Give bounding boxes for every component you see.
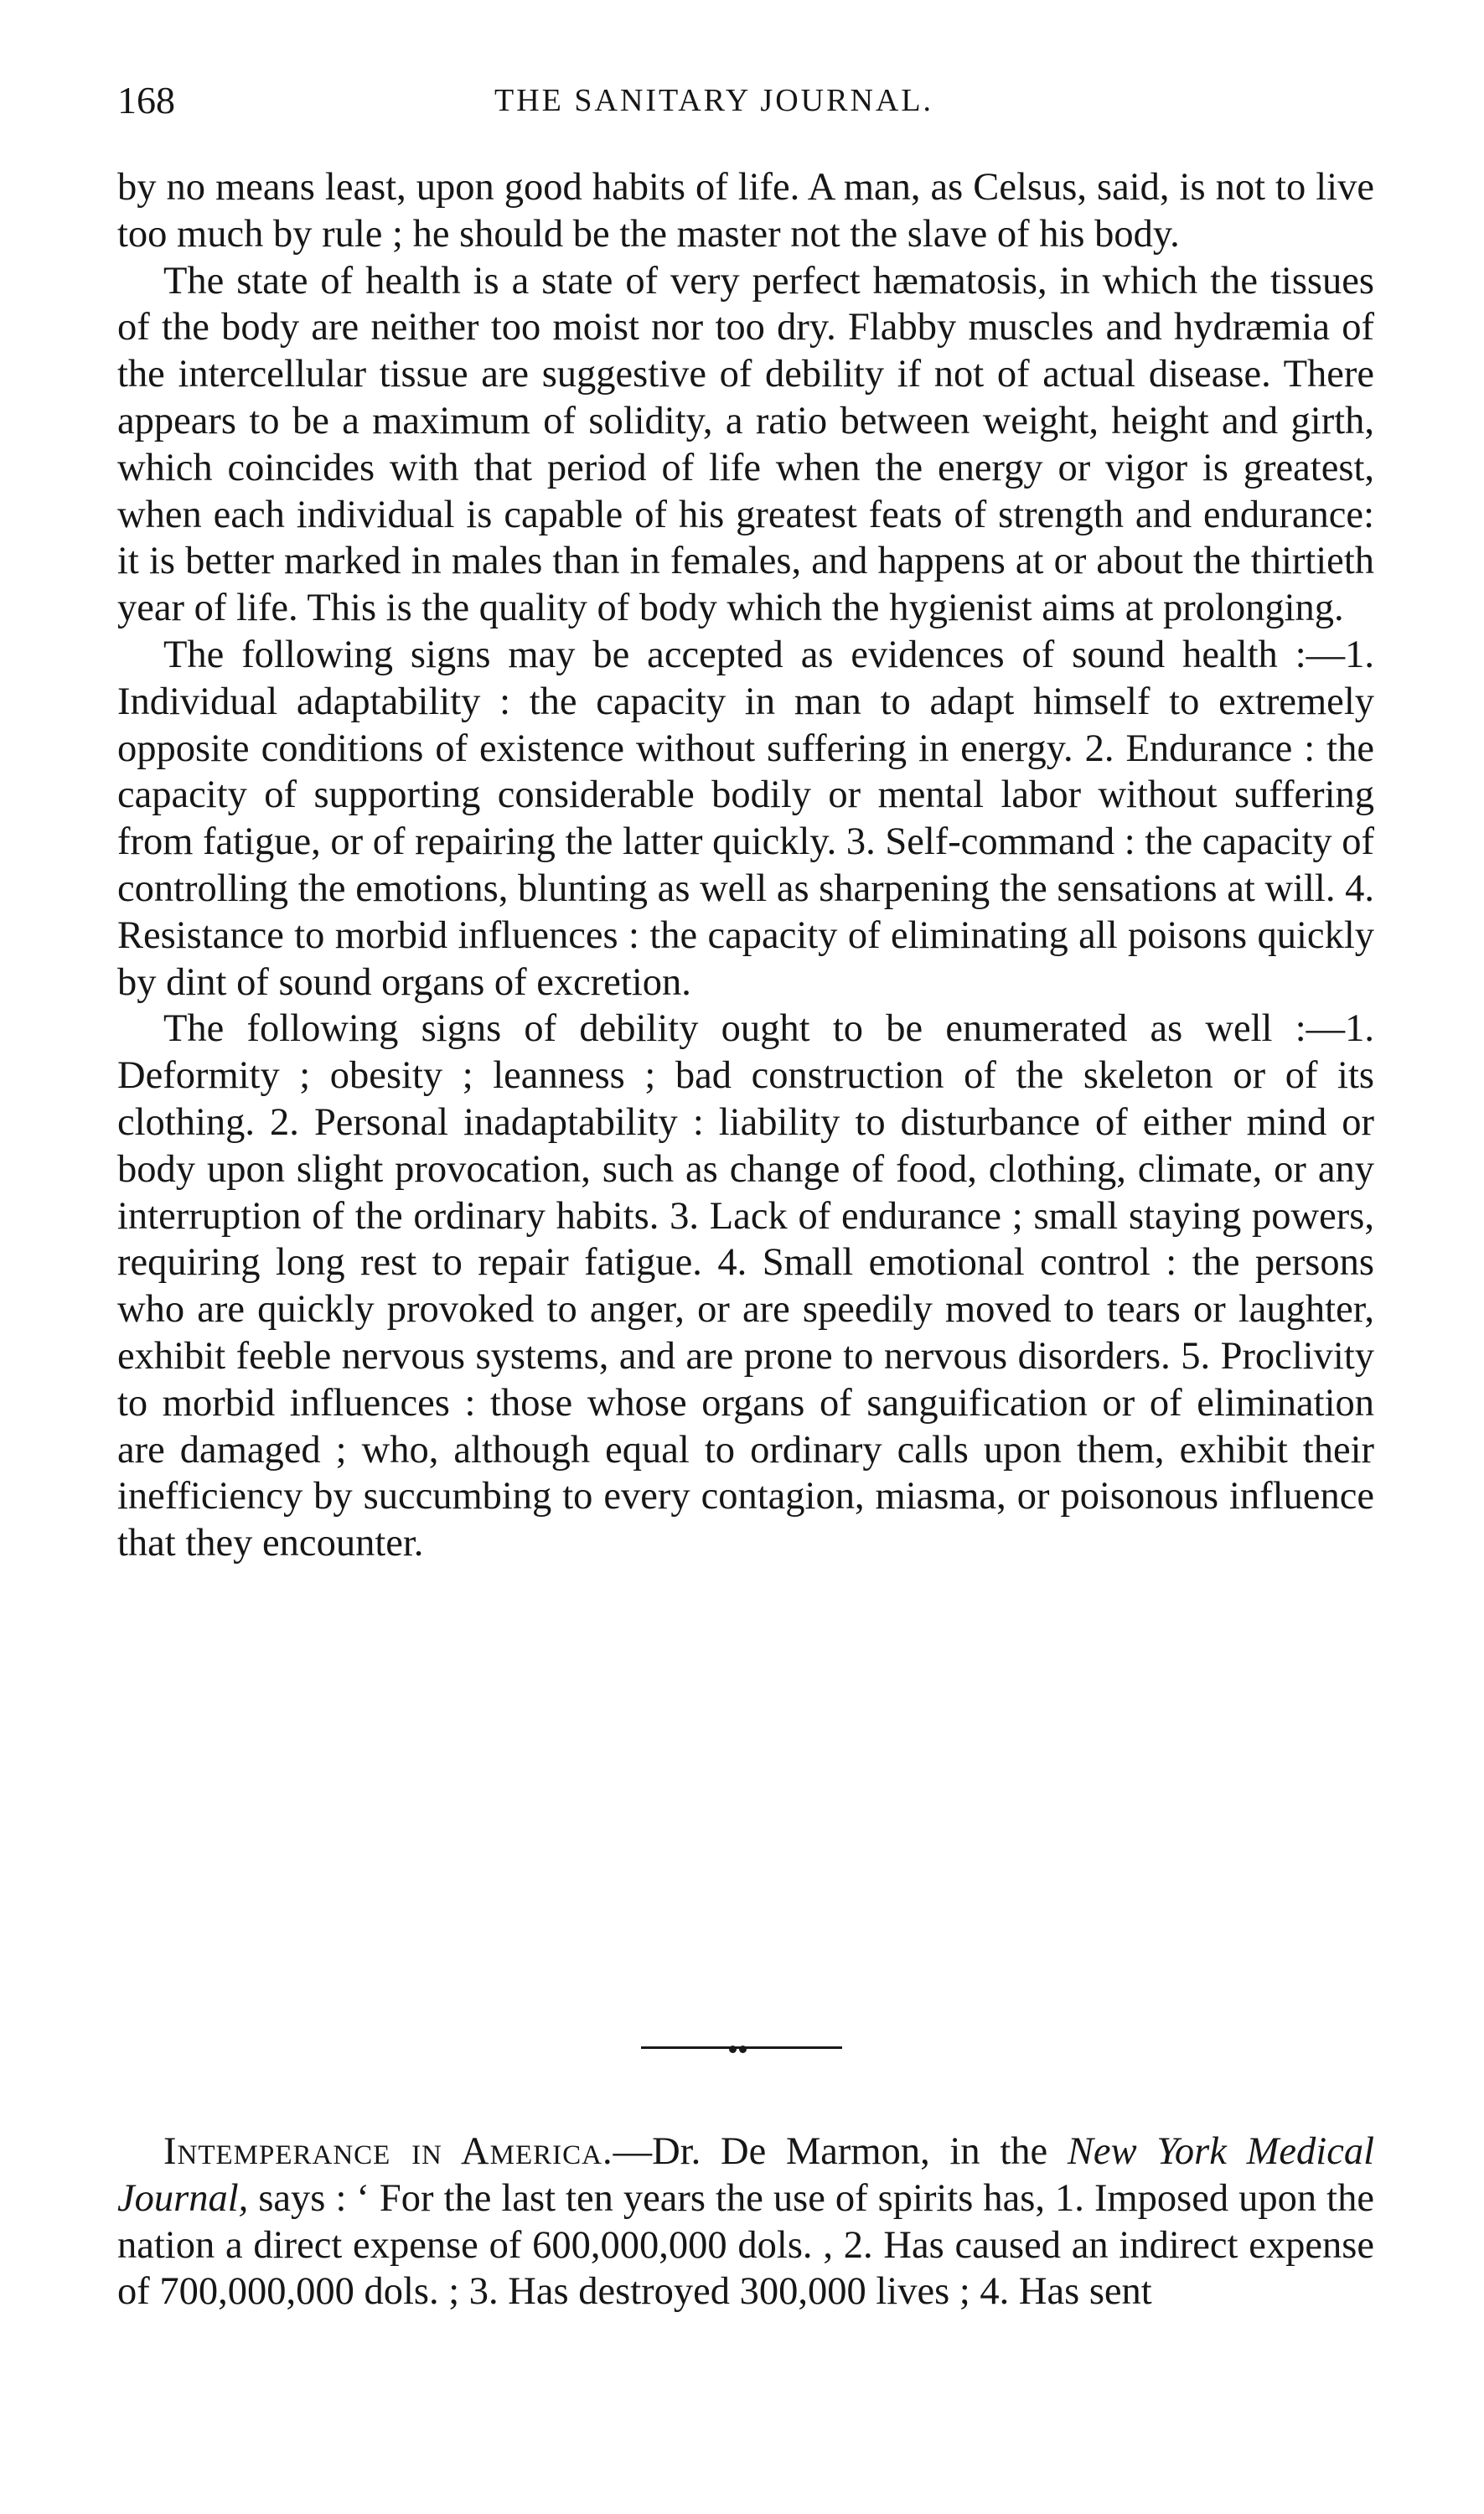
journal-title: New York Medical Journal, xyxy=(117,2130,1374,2220)
paragraph-state-of-health: The state of health is a state of very perfect hæmatosis, in which the tissues of the body are neither too moist nor too dry. Flabby muscles and hydræmia of the intercellular tissue are suggestive of debility if not of actual disease. There appears to be a maximum of solidity, a ratio between weight, height and girth, which coincides with that period of life when the energy or vigor is greatest, when each individual is capable of his greatest feats of strength and endurance: it is better marked in males than in females, and happens at or about the thirtieth year of life. This is the quality of body which the hygienist aims at prolonging. xyxy=(117,259,1374,630)
article-lead: —Dr. De Marmon, in the xyxy=(613,2130,1068,2173)
page-number: 168 xyxy=(117,79,175,122)
article-text: says : ‘ For the last ten years the use of spirits has, 1. Imposed upon the nation a direct expense of 600,000,000 dols. , 2. Has caused an indirect expense of 700,000,000 dols. ; 3. Has destroyed 300,000 lives ; 4. Has sent xyxy=(117,2176,1374,2314)
article-intemperance xyxy=(117,2129,1374,2315)
running-head: THE SANITARY JOURNAL. xyxy=(494,83,934,118)
main-text xyxy=(117,164,1374,1567)
article-heading: Intemperance in America. xyxy=(163,2130,613,2173)
page-header xyxy=(117,75,1383,126)
paragraph-signs-of-debility: The following signs of debility ought to be enumerated as well :—1. Deformity ; obesity ; leanness ; bad construction of the skeleton or of its clothing. 2. Personal inadaptability : liability to disturbance of either mind or body upon slight provocation, such as change of food, clothing, climate, or any interruption of the ordinary habits. 3. Lack of endurance ; small staying powers, requiring long rest to repair fatigue. 4. Small emotional control : the persons who are quickly provoked to anger, or are speedily moved to tears or laughter, exhibit feeble nervous systems, and are prone to nervous disorders. 5. Proclivity to morbid influences : those whose organs of sanguification or of elimination are damaged ; who, although equal to ordinary calls upon them, exhibit their inefficiency by succumbing to every contagion, miasma, or poisonous influence that they encounter. xyxy=(117,1007,1374,1565)
article-paragraph xyxy=(117,2129,1374,2315)
paragraph-signs-of-health: The following signs may be accepted as evidences of sound health :—1. Individual adaptability : the capacity in man to adapt himself to extremely opposite conditions of existence without suffering in energy. 2. Endurance : the capacity of supporting considerable bodily or mental labor without suffering from fatigue, or of repairing the latter quickly. 3. Self-command : the capacity of controlling the emotions, blunting as well as sharpening the sensations at will. 4. Resistance to morbid influences : the capacity of eliminating all poisons quickly by dint of sound organs of excretion. xyxy=(117,633,1374,1004)
paragraph-continuation: by no means least, upon good habits of life. A man, as Celsus, said, is not to live too much by rule ; he should be the master not the slave of his body. xyxy=(117,166,1374,256)
divider-ornament xyxy=(729,2042,751,2052)
